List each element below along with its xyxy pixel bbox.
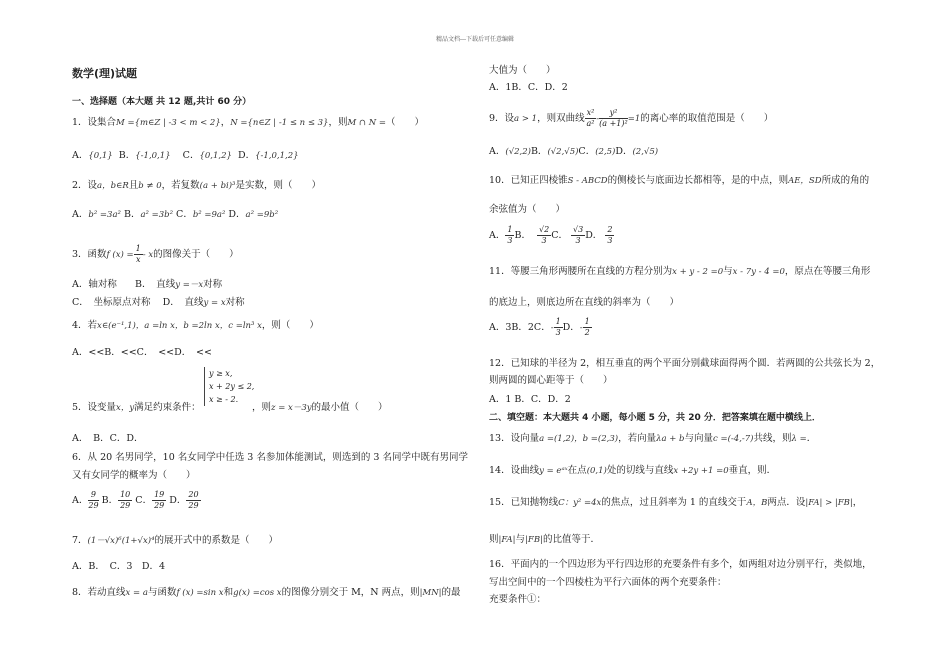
question-15: 15．已知抛物线C：y² =4x的焦点，过且斜率为 1 的直线交于A，B两点．设|FA| > |FB|， — [489, 497, 863, 508]
question-5: 5．设变量x，y满足约束条件： ，则z = x－3y的最小值（ ） — [72, 402, 388, 413]
question-3-options-ab: A．轴对称 B． 直线y =－x对称 — [72, 279, 223, 290]
constraint-system: y ≥ x, x + 2y ≤ 2, x ≥ - 2. — [204, 367, 254, 406]
question-8-continued: 大值为（ ） — [489, 65, 556, 76]
question-12-line-2: 则两圆的圆心距等于（ ） — [489, 375, 613, 386]
section-2-heading: 二、填空题：本大题共 4 小题，每小题 5 分，共 20 分．把答案填在题中横线上． — [489, 413, 821, 423]
question-4-options: A．<<B．<<C． <<D． << — [72, 347, 212, 358]
question-6-line-2: 又有女同学的概率为（ ） — [72, 470, 196, 481]
question-3: 3．函数f (x) = $\frac{1}{x}$ - x的图像关于（ ） — [72, 244, 239, 264]
question-11: 11．等腰三角形两腰所在直线的方程分别为x + y - 2 =0与x - 7y - 4 =0，原点在等腰三角形 — [489, 266, 871, 277]
question-6-options: A． $\frac{9}{29}$ B． $\frac{10}{29}$ C． $\frac{19}{29}$ D． $\frac{20}{29}$ — [72, 490, 199, 510]
question-9: 9．设a > 1，则双曲线 $\frac{\text{x²}}{\text{a²}}$ - $\frac{\text{y²}}{\text{(a +1)²}}$ =1的离心率的取值范围是（ ） — [489, 108, 774, 128]
question-11-continued: 的底边上，则底边所在直线的斜率为（ ） — [489, 297, 680, 308]
question-7-options: A．B． C．3 D．4 — [72, 561, 166, 572]
question-4: 4．若x∈(e⁻¹,1)，a =ln x，b =2ln x，c =ln³ x，则（ ） — [72, 320, 319, 331]
page-header-note: 精品文档---下载后可任意编辑 — [435, 36, 515, 43]
section-1-heading: 一、选择题（本大题 共 12 题,共计 60 分） — [72, 97, 252, 107]
question-10-continued: 余弦值为（ ） — [489, 204, 566, 215]
question-16-line-1: 16．平面内的一个四边形为平行四边形的充要条件有多个，如两组对边分别平行，类似地， — [489, 559, 872, 570]
question-12-line-1: 12．已知球的半径为 2，相互垂直的两个平面分别截球面得两个圆．若两圆的公共弦长为 2， — [489, 358, 881, 369]
question-7: 7．(1－√x)⁶(1+√x)⁴的展开式中的系数是（ ） — [72, 535, 279, 546]
question-1-options: A．{0,1} B．{-1,0,1} C．{0,1,2} D．{-1,0,1,2} — [72, 150, 299, 161]
question-14: 14．设曲线y = eᵃˣ在点(0,1)处的切线与直线x +2y +1 =0垂直，则． — [489, 465, 777, 476]
question-12-options: A．1 B．C．D．2 — [489, 394, 571, 405]
question-15-continued: 则|FA|与|FB|的比值等于． — [489, 534, 600, 545]
question-13: 13．设向量a =(1,2)，b =(2,3)，若向量λa + b与向量c =(-4,-7)共线，则λ =． — [489, 433, 817, 444]
question-8-options: A．1B．C．D．2 — [489, 82, 568, 93]
question-10: 10．已知正四棱锥S - ABCD的侧棱长与底面边长都相等，是的中点，则AE，SD所成的角的 — [489, 175, 870, 186]
question-8: 8．若动直线x = a与函数f (x) =sin x和g(x) =cos x的图像分别交于 M，N 两点，则|MN|的最 — [72, 587, 461, 598]
question-16-line-3: 充要条件①： — [489, 594, 547, 605]
question-16-line-2: 写出空间中的一个四棱柱为平行六面体的两个充要条件： — [489, 577, 727, 588]
question-5-options: A． B．C．D． — [72, 433, 144, 444]
question-10-options: A． $\frac{1}{3}$ B． $\frac{√2}{3}$ C． $\frac{√3}{3}$ D． $\frac{2}{3}$ — [489, 225, 613, 245]
question-2: 2．设a，b∈R且b ≠ 0，若复数(a + bi)³是实数，则（ ） — [72, 180, 321, 191]
question-2-options: A．b² =3a² B．a² =3b² C．b² =9a² D．a² =9b² — [72, 209, 279, 220]
exam-title: 数学(理)试题 — [72, 67, 138, 80]
question-9-options: A．(√2,2)B．(√2,√5)C．(2,5)D．(2,√5) — [489, 146, 659, 157]
question-1: 1．设集合M ={m∈Z | -3 < m < 2}，N ={n∈Z | -1 ≤ n ≤ 3}，则M ∩ N =（ ） — [72, 117, 424, 128]
question-6-line-1: 6．从 20 名男同学，10 名女同学中任选 3 名参加体能测试，则选到的 3 名同学中既有男同学 — [72, 452, 468, 463]
question-11-options: A．3B．2C．- $\frac{1}{3}$ D．- $\frac{1}{2}$ — [489, 317, 590, 337]
question-3-options-cd: C． 坐标原点对称 D． 直线y = x对称 — [72, 297, 245, 308]
